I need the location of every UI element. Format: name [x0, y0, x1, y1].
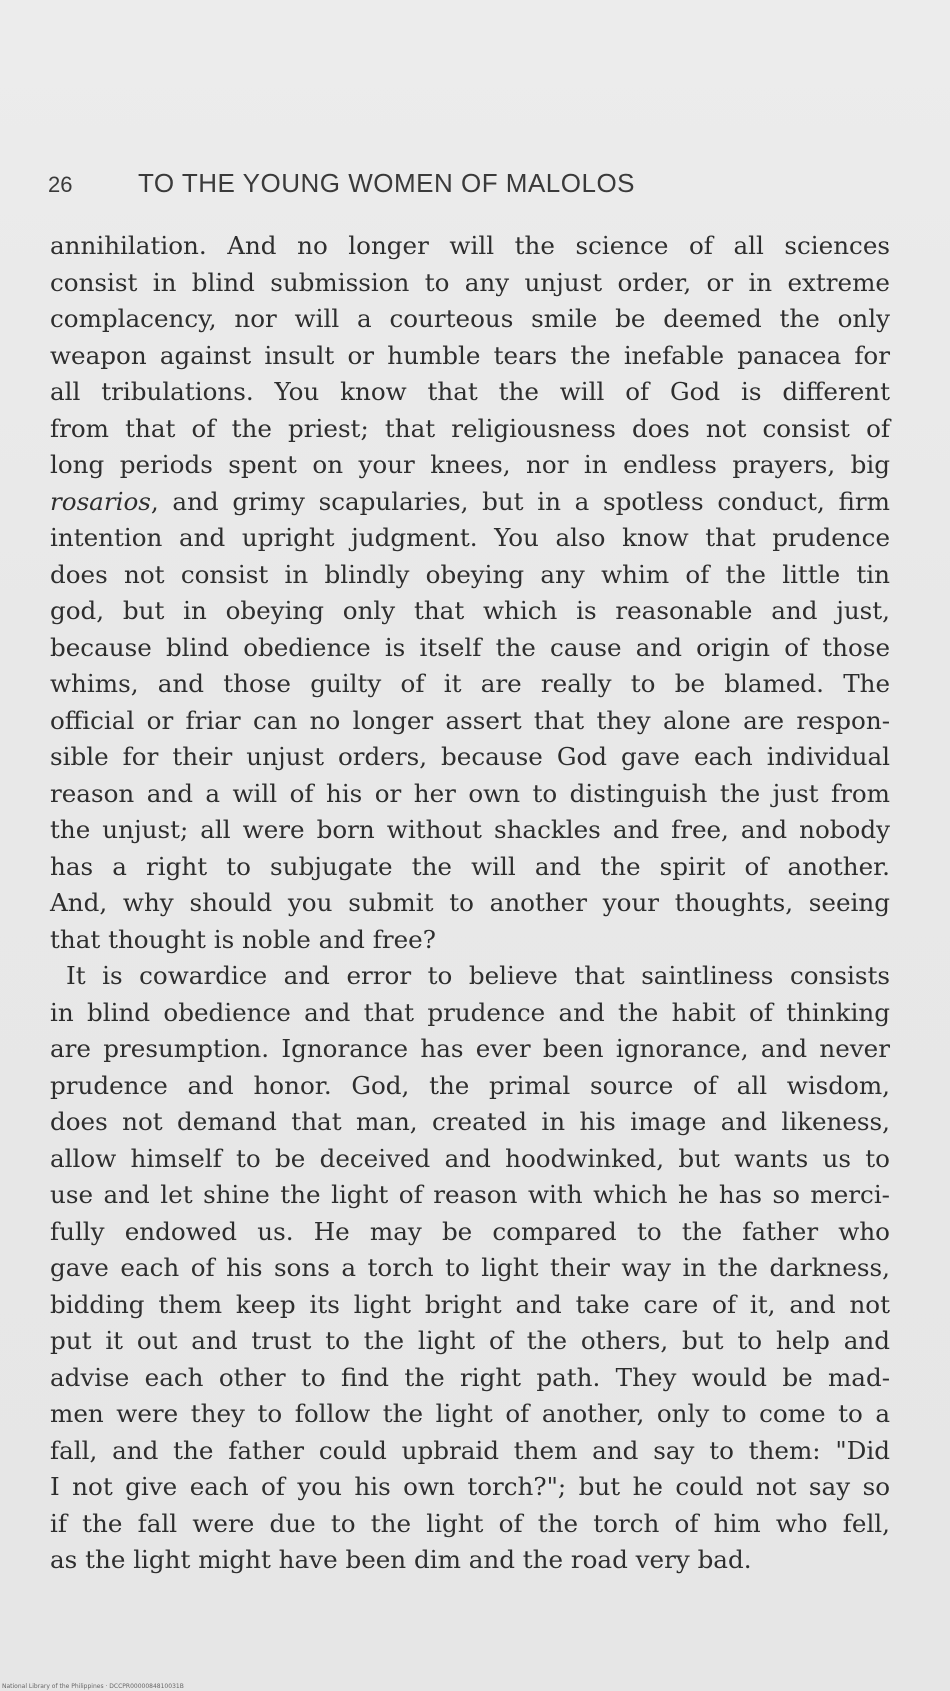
running-title: TO THE YOUNG WOMEN OF MALOLOS: [138, 168, 636, 198]
text-line: in blind obedience and that prudence and the habit of thinking: [50, 997, 890, 1027]
text-line: I not give each of you his own torch?"; but he could not say so: [50, 1472, 890, 1501]
text-line: the unjust; all were born without shackles and free, and nobody: [50, 815, 890, 844]
text-line: use and let shine the light of reason with which he has so merci-: [50, 1180, 890, 1209]
text-line: put it out and trust to the light of the others, but to help and: [50, 1326, 890, 1355]
text-line: all tribulations. You know that the will of God is different: [50, 377, 890, 406]
text-line: complacency, nor will a courteous smile be deemed the only: [50, 304, 890, 333]
text-line: if the fall were due to the light of the torch of him who fell,: [50, 1508, 890, 1538]
text-line: has a right to subjugate the will and the spirit of another.: [50, 851, 890, 881]
page-number: 26: [48, 172, 73, 197]
text-line-rest: , and grimy scapularies, but in a spotless conduct, firm: [150, 486, 890, 516]
italic-word: rosarios: [50, 486, 151, 516]
text-line: fully endowed us. He may be compared to the father who: [50, 1216, 890, 1246]
text-line: does not consist in blindly obeying any whim of the little tin: [50, 559, 890, 589]
text-line: official or friar can no longer assert that they alone are respon-: [50, 705, 890, 735]
text-line: sible for their unjust orders, because God gave each individual: [50, 742, 890, 771]
text-line: god, but in obeying only that which is reasonable and just,: [50, 596, 890, 625]
body-text: [50, 228, 890, 1579]
text-line: allow himself to be deceived and hoodwinked, but wants us to: [50, 1143, 890, 1173]
running-header: [48, 168, 888, 204]
text-line: annihilation. And no longer will the science of all sciences: [50, 231, 890, 260]
text-line: It is cowardice and error to believe that saintliness consists: [66, 961, 890, 990]
text-line: intention and upright judgment. You also know that prudence: [50, 523, 890, 552]
text-line: does not demand that man, created in his image and likeness,: [50, 1107, 890, 1136]
text-line: bidding them keep its light bright and take care of it, and not: [50, 1289, 890, 1319]
text-line: long periods spent on your knees, nor in endless prayers, big: [50, 450, 890, 479]
scan-footer: National Library of the Philippines · DCCPR0000084810031B: [2, 1683, 184, 1690]
text-line: because blind obedience is itself the cause and origin of those: [50, 632, 890, 662]
text-line: whims, and those guilty of it are really to be blamed. The: [50, 669, 890, 698]
text-line: from that of the priest; that religiousness does not consist of: [50, 413, 890, 443]
text-line: that thought is noble and free?: [50, 924, 436, 954]
text-line: consist in blind submission to any unjust order, or in extreme: [50, 267, 890, 297]
text-line: prudence and honor. God, the primal source of all wisdom,: [50, 1070, 890, 1100]
text-line: as the light might have been dim and the road very bad.: [50, 1545, 752, 1574]
text-line: are presumption. Ignorance has ever been ignorance, and never: [50, 1034, 890, 1063]
text-line-italic-start: [50, 484, 890, 521]
text-line: fall, and the father could upbraid them and say to them: "Did: [50, 1435, 890, 1465]
text-line: advise each other to find the right path. They would be mad-: [50, 1362, 890, 1392]
text-line: gave each of his sons a torch to light their way in the darkness,: [50, 1253, 890, 1282]
text-line: reason and a will of his or her own to distinguish the just from: [50, 778, 890, 808]
text-line: men were they to follow the light of another, only to come to a: [50, 1399, 890, 1428]
text-line: weapon against insult or humble tears the inefable panacea for: [50, 340, 890, 370]
text-line: And, why should you submit to another your thoughts, seeing: [50, 888, 890, 917]
